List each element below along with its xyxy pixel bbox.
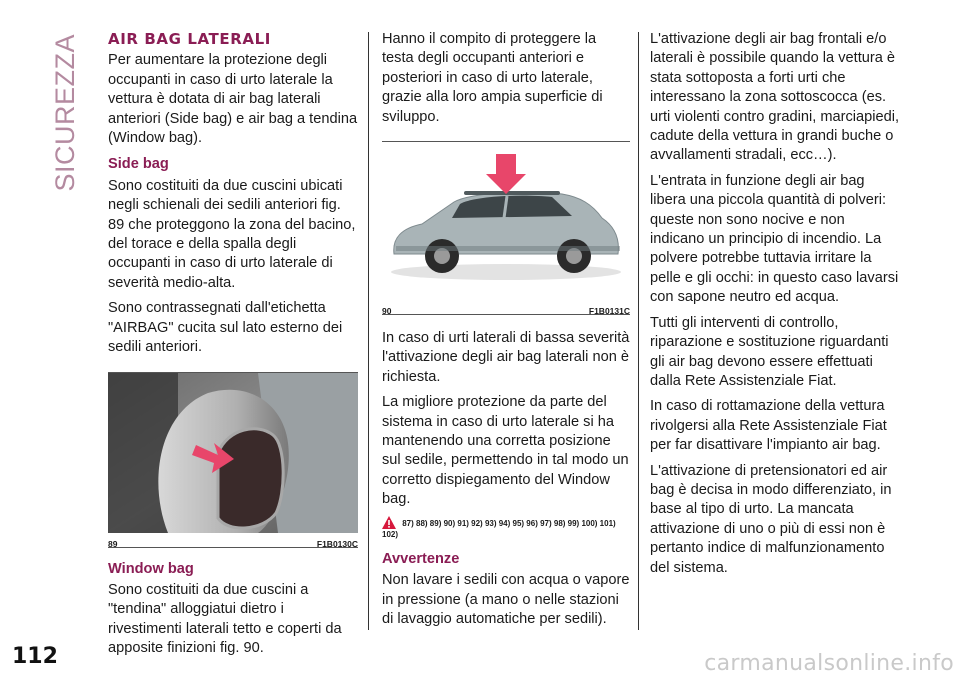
page-number: 112 (12, 644, 58, 669)
warning-icon (382, 516, 396, 529)
watermark: carmanualsonline.info (704, 651, 954, 676)
side-bag-paragraph-2: Sono contrassegnati dall'etichetta "AIRBAG" cucita sul lato esterno dei sedili anteriori. (108, 300, 343, 356)
warning-references-text: 87) 88) 89) 90) 91) 92) 93) 94) 95) 96) 97) 98) 99) 100) 101) 102) (382, 518, 616, 539)
figure-code: F1B0130C (316, 538, 358, 549)
avvertenze-heading: Avvertenze (382, 550, 460, 567)
figure-number: 89 (108, 538, 118, 549)
figure-89 (108, 372, 358, 548)
intro-paragraph: Per aumentare la protezione degli occupanti in caso di urto laterale la vettura è dotata di air bag laterali anteriori (Side bag) e air bag a tendina (Window bag). (108, 52, 358, 147)
avvertenze-paragraph: Non lavare i sedili con acqua o vapore in pressione (a mano o nelle stazioni di lavaggio automatiche per sedili). (382, 572, 630, 627)
section-side-label: SICUREZZA (50, 34, 80, 192)
window-bag-heading: Window bag (108, 560, 194, 577)
column-2 (382, 30, 630, 635)
seat-airbag-illustration (108, 373, 358, 533)
powder-paragraph: L'entrata in funzione degli air bag libera una piccola quantità di polveri: queste non sono nocive e non indicano un principio di incendio. La polvere potrebbe tuttavia irritare la pelle e gli occhi: in questo caso lavarsi con sapone neutro ed acqua. (650, 172, 899, 306)
column-3 (650, 30, 902, 584)
column-divider-left (368, 32, 369, 630)
activation-paragraph: L'attivazione degli air bag frontali e/o laterali è possibile quando la vettura è stata sottoposta a forti urti che interessano la zona sottoscocca (es. urti violenti contro gradini, marciapiedi, cadute della vettura in grandi buche o avvallamenti stradali, ecc…). (650, 31, 900, 164)
warning-references (382, 516, 630, 540)
window-bag-continued-paragraph: Hanno il compito di proteggere la testa degli occupanti anteriori e posteriori in caso di urto laterale, grazie alla loro ampia superficie di sviluppo. (382, 31, 603, 125)
low-severity-paragraph: In caso di urti laterali di bassa severità l'attivazione degli air bag laterali non è richiesta. (382, 330, 630, 385)
figure-caption (108, 533, 358, 547)
best-protection-paragraph: La migliore protezione da parte del sistema in caso di urto laterale si ha mantenendo una corretta posizione sul sedile, permettendo in tal modo un corretto dispiegamento del Window bag. (382, 394, 629, 508)
service-paragraph: Tutti gli interventi di controllo, riparazione e sostituzione riguardanti gli air bag devono essere effettuati dalla Rete Assistenziale Fiat. (650, 314, 889, 389)
section-heading: AIR BAG LATERALI (108, 30, 271, 48)
pretensioner-paragraph: L'attivazione di pretensionatori ed air bag è decisa in modo differenziato, in base al tipo di urto. La mancata attivazione di uno o più di essi non è pertanto indice di malfunzionamento del sistema. (650, 462, 892, 576)
scrapping-paragraph: In caso di rottamazione della vettura rivolgersi alla Rete Assistenziale Fiat per far disattivare l'impianto air bag. (650, 398, 887, 454)
side-bag-paragraph-1: Sono costituiti da due cuscini ubicati negli schienali dei sedili anteriori fig. 89 che proteggono la zona del bacino, del torace e della spalla degli occupanti in caso di urto laterale di severità medio-alta. (108, 177, 356, 291)
side-bag-heading: Side bag (108, 156, 169, 173)
figure-code: F1B0131C (588, 306, 630, 317)
column-1 (108, 30, 358, 665)
window-bag-paragraph: Sono costituiti da due cuscini a "tendina" alloggiatui dietro i rivestimenti laterali tetto e coperti da apposite finizioni fig. 90. (108, 581, 342, 657)
column-divider-right (638, 32, 639, 630)
figure-90 (382, 141, 630, 315)
car-window-bag-illustration (382, 142, 630, 300)
figure-caption (382, 300, 630, 317)
figure-number: 90 (382, 306, 392, 317)
